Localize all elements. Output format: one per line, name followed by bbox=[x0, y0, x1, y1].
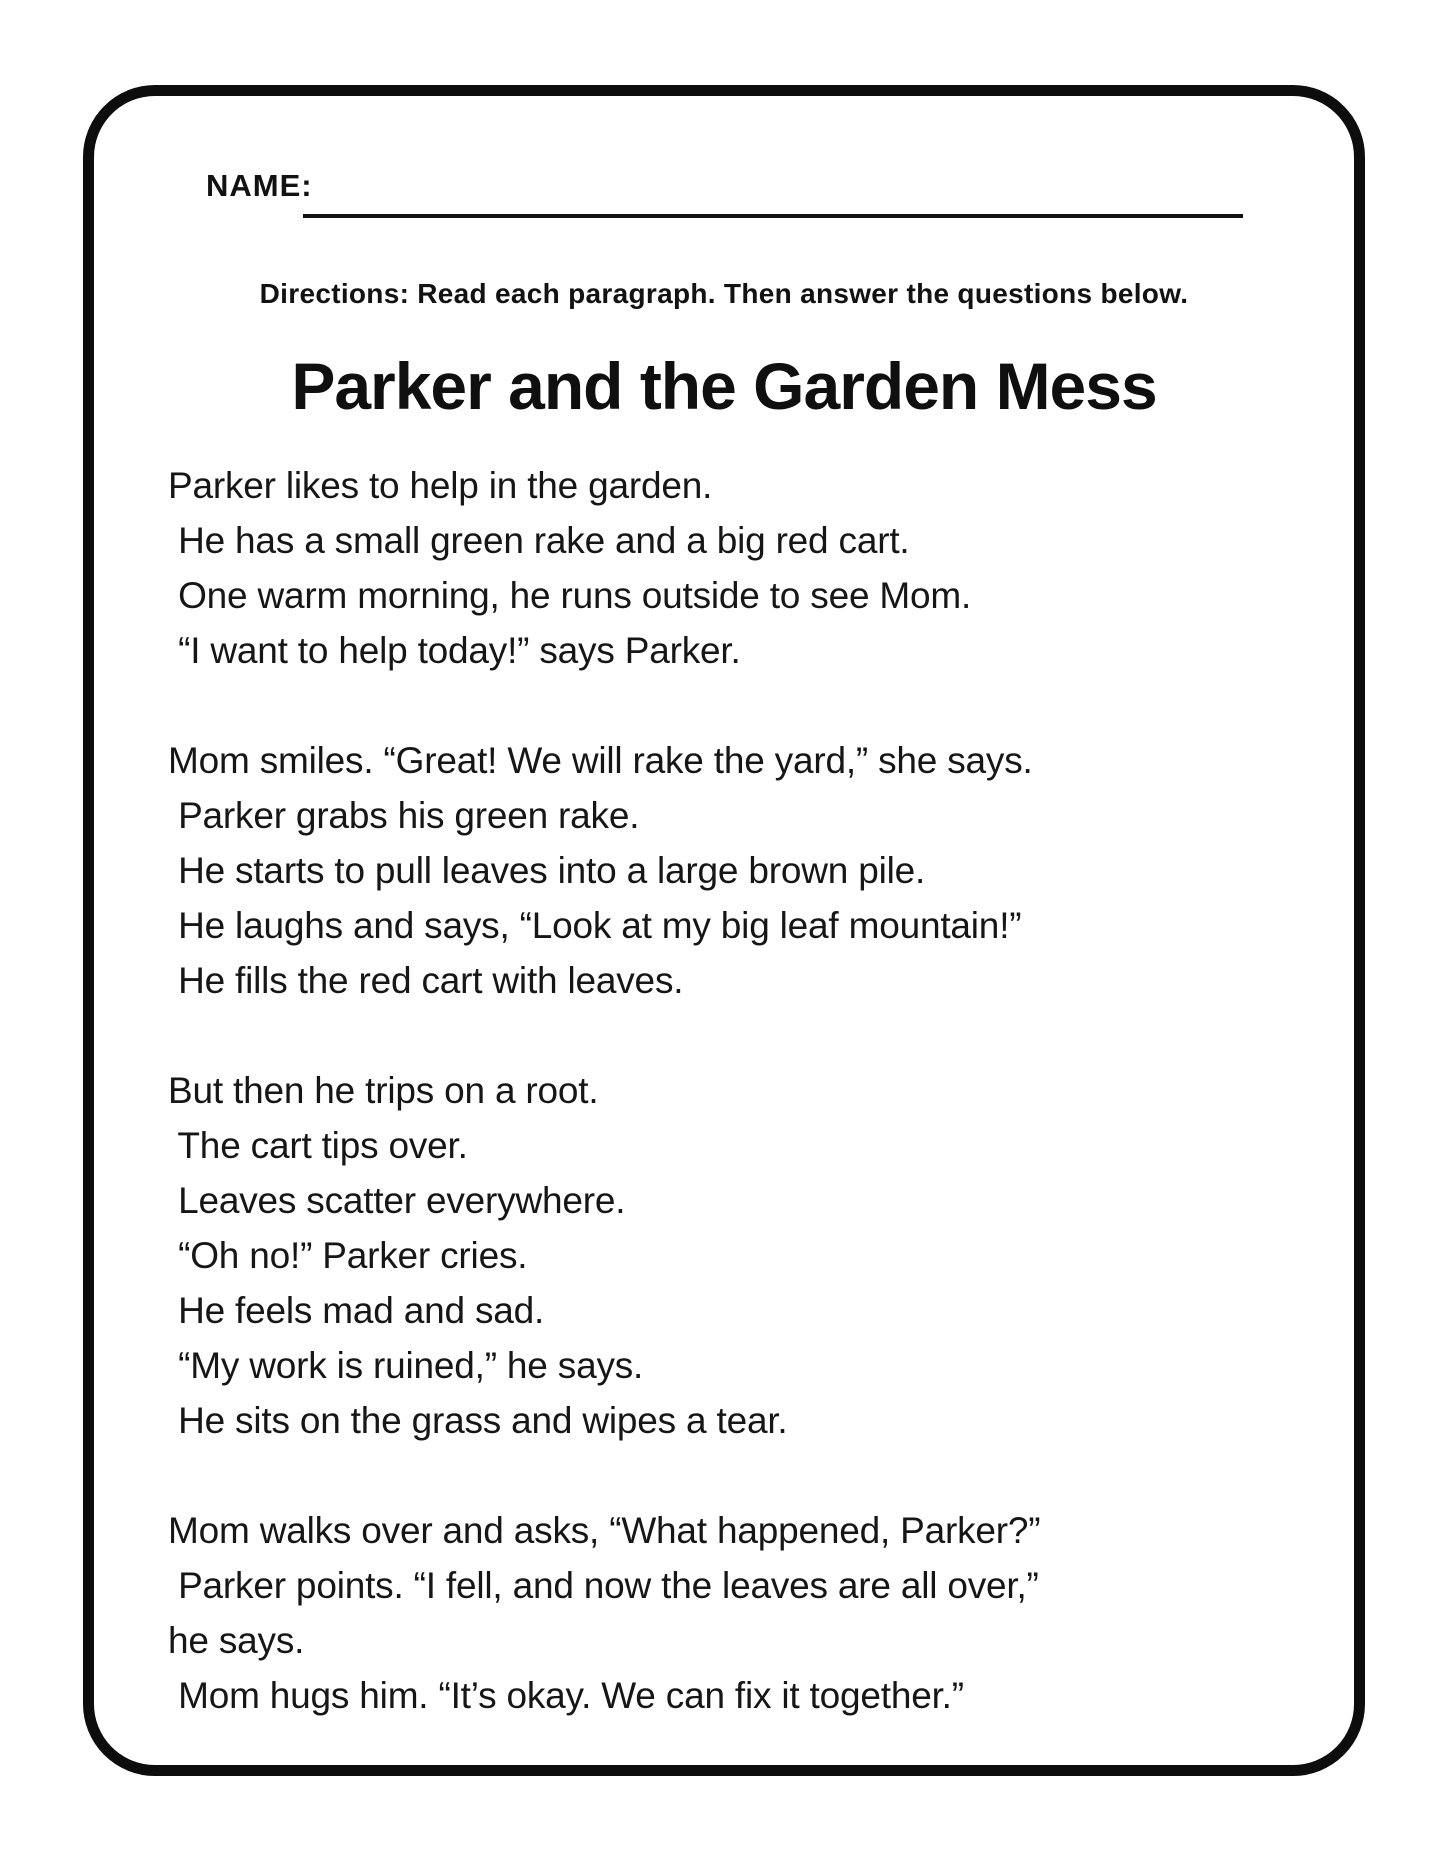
story-paragraph bbox=[168, 733, 1288, 1008]
story-line: The cart tips over. bbox=[168, 1125, 468, 1166]
story-paragraph bbox=[168, 1063, 1288, 1448]
story-line: He has a small green rake and a big red cart. bbox=[168, 520, 910, 561]
story-line: Parker grabs his green rake. bbox=[168, 795, 640, 836]
story-paragraph bbox=[168, 1503, 1288, 1723]
story-title: Parker and the Garden Mess bbox=[291, 349, 1157, 423]
story-paragraph bbox=[168, 458, 1288, 678]
story-line: Mom walks over and asks, “What happened, Parker?” bbox=[168, 1510, 1041, 1551]
name-blank-line bbox=[303, 214, 1243, 218]
story-line: He laughs and says, “Look at my big leaf mountain!” bbox=[168, 905, 1022, 946]
directions-text: Directions: Read each paragraph. Then answer the questions below. bbox=[259, 278, 1189, 309]
story-line: But then he trips on a root. bbox=[168, 1070, 599, 1111]
story-line: “Oh no!” Parker cries. bbox=[168, 1235, 528, 1276]
story-line: He feels mad and sad. bbox=[168, 1290, 545, 1331]
story-line: he says. bbox=[168, 1620, 305, 1661]
story-line: He fills the red cart with leaves. bbox=[168, 960, 684, 1001]
story-line: Mom smiles. “Great! We will rake the yard,” she says. bbox=[168, 740, 1033, 781]
story-line: One warm morning, he runs outside to see Mom. bbox=[168, 575, 972, 616]
story-line: “I want to help today!” says Parker. bbox=[168, 630, 741, 671]
story-line: “My work is ruined,” he says. bbox=[168, 1345, 644, 1386]
name-label: NAME: bbox=[206, 168, 313, 203]
story-body bbox=[168, 458, 1288, 1778]
story-line: Parker likes to help in the garden. bbox=[168, 465, 713, 506]
story-line: He sits on the grass and wipes a tear. bbox=[168, 1400, 788, 1441]
story-line: Mom hugs him. “It’s okay. We can fix it together.” bbox=[168, 1675, 964, 1716]
story-line: Parker points. “I fell, and now the leaves are all over,” bbox=[168, 1565, 1039, 1606]
story-line: He starts to pull leaves into a large brown pile. bbox=[168, 850, 926, 891]
story-line: Leaves scatter everywhere. bbox=[168, 1180, 626, 1221]
